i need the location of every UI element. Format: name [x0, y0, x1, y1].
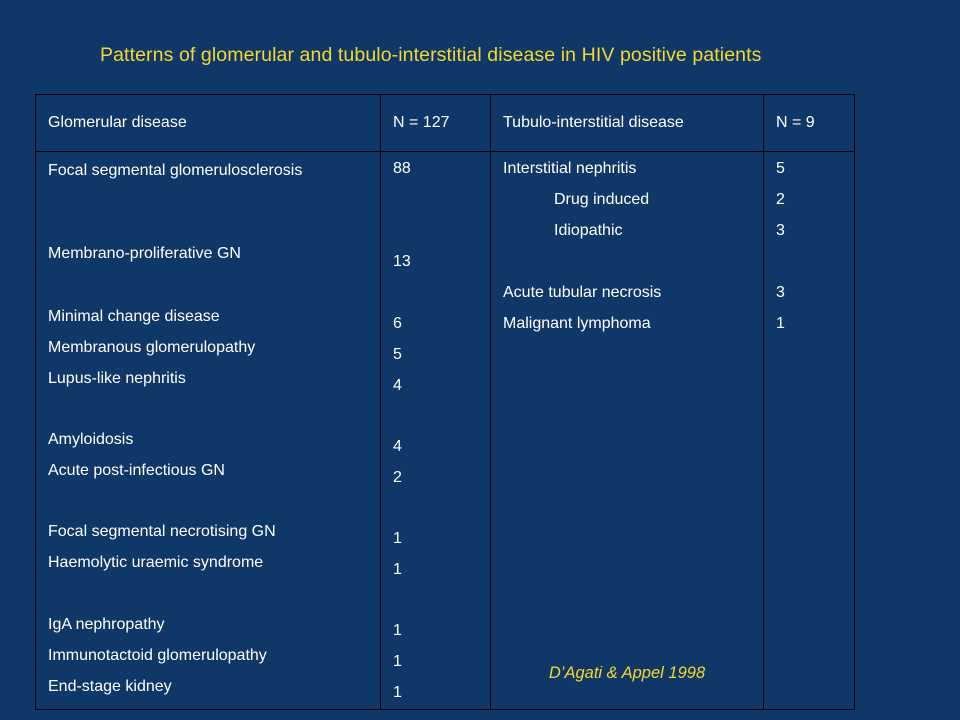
tubulo-subname: Drug induced — [554, 191, 650, 208]
citation: D’Agati & Appel 1998 — [548, 664, 706, 682]
tubulo-count: 5 — [776, 160, 785, 177]
page-title: Patterns of glomerular and tubulo-interstitial disease in HIV positive patients — [100, 44, 762, 66]
glomerular-count: 4 — [393, 377, 402, 394]
glomerular-count: 5 — [393, 346, 402, 363]
glomerular-name: IgA nephropathy — [48, 616, 165, 633]
tubulo-count: 3 — [776, 284, 785, 301]
glomerular-count: 13 — [393, 253, 411, 270]
table-body-row — [36, 152, 855, 710]
tubulo-count: 3 — [776, 222, 785, 239]
tubulo-name: Malignant lymphoma — [503, 315, 651, 332]
glomerular-count: 1 — [393, 561, 402, 578]
glomerular-count: 1 — [393, 622, 402, 639]
glomerular-count: 1 — [393, 530, 402, 547]
tubulo-count-cell — [764, 152, 855, 710]
header-n-glomerular: N = 127 — [381, 95, 491, 152]
glomerular-name: Acute post-infectious GN — [48, 462, 225, 479]
glomerular-name: Focal segmental glomerulosclerosis — [48, 162, 303, 179]
glomerular-cell — [36, 152, 381, 710]
glomerular-count: 4 — [393, 438, 402, 455]
glomerular-name: End-stage kidney — [48, 678, 172, 695]
tubulo-subname: Idiopathic — [554, 222, 623, 239]
header-tubulo: Tubulo-interstitial disease — [491, 95, 764, 152]
glomerular-name: Immunotactoid glomerulopathy — [48, 647, 267, 664]
glomerular-name: Lupus-like nephritis — [48, 370, 186, 387]
glomerular-count: 6 — [393, 315, 402, 332]
disease-table — [35, 94, 855, 710]
table-header-row — [36, 95, 855, 152]
glomerular-count-cell — [381, 152, 491, 710]
glomerular-name: Membranous glomerulopathy — [48, 339, 256, 356]
glomerular-name: Membrano-proliferative GN — [48, 245, 241, 262]
tubulo-cell — [491, 152, 764, 710]
tubulo-count: 2 — [776, 191, 785, 208]
glomerular-count: 88 — [393, 160, 411, 177]
tubulo-count: 1 — [776, 315, 785, 332]
header-glomerular: Glomerular disease — [36, 95, 381, 152]
glomerular-name: Amyloidosis — [48, 431, 134, 448]
glomerular-name: Haemolytic uraemic syndrome — [48, 554, 264, 571]
glomerular-name: Focal segmental necrotising GN — [48, 523, 276, 540]
tubulo-name: Interstitial nephritis — [503, 160, 637, 177]
glomerular-count: 1 — [393, 684, 402, 701]
header-n-tubulo: N = 9 — [764, 95, 855, 152]
glomerular-count: 1 — [393, 653, 402, 670]
tubulo-name: Acute tubular necrosis — [503, 284, 662, 301]
glomerular-count: 2 — [393, 469, 402, 486]
glomerular-name: Minimal change disease — [48, 308, 220, 325]
